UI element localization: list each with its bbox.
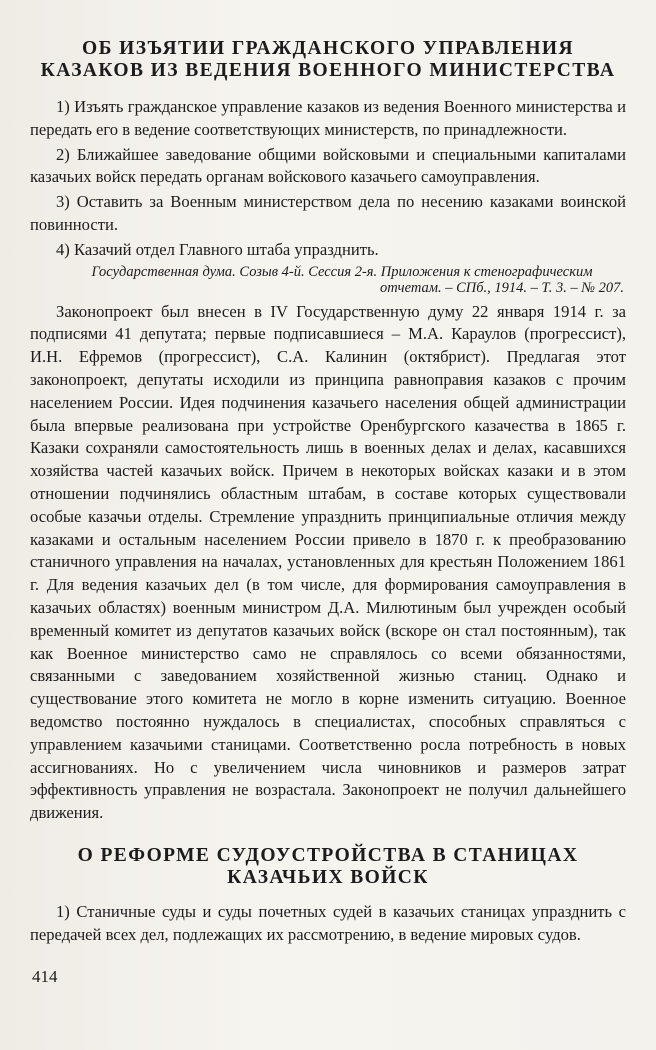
citation-line: отчетам. – СПб., 1914. – Т. 3. – № 207.: [379, 280, 624, 297]
title-line: КАЗАКОВ ИЗ ВЕДЕНИЯ ВОЕННОГО МИНИСТЕРСТВА: [40, 60, 616, 81]
list-item: 2) Ближайшее заведование общими войсковыми и специальными капиталами казачьих войск передать органам войскового казачьего самоуправления.: [30, 144, 626, 187]
list-item: 4) Казачий отдел Главного штаба упразднить.: [56, 239, 379, 259]
page-number: 414: [32, 967, 58, 986]
title-line: О РЕФОРМЕ СУДОУСТРОЙСТВА В СТАНИЦАХ: [77, 844, 579, 866]
title-line: КАЗАЧЬИХ ВОЙСК: [227, 866, 429, 888]
title-line: ОБ ИЗЪЯТИИ ГРАЖДАНСКОГО УПРАВЛЕНИЯ: [82, 38, 574, 59]
commentary-paragraph: Законопроект был внесен в IV Государственную думу 22 января 1914 г. за подписями 41 депутата; первые подписавшиеся – М.А. Караулов (прогрессист), И.Н. Ефремов (прогрессист), С.А. Калинин (октябрист). Предлагая этот законопроект, депутаты исходили из принципа равноправия казаков с прочим населением России. Идея подчинения казачьего населения общей администрации была впервые реализована при устройстве Оренбургского казачества в 1865 г. Казаки сохраняли самостоятельность лишь в военных делах и делах, касавшихся хозяйства частей казачьих войск. Причем в некоторых войсках казаки и в этом отношении подчинялись областным штабам, в составе которых существовали особые казачьи отделы. Стремление упразднить принципиальные отличия между казаками и остальным населением России привело в 1870 г. к преобразованию станичного управления на началах, установленных для крестьян Положением 1861 г. Для ведения казачьих дел (в том числе, для формирования самоуправления в казачьих областях) военным министром Д.А. Милютиным был учрежден особый временный комитет из депутатов казачьих войск (вскоре он стал постоянным), так как Военное министерство само не справлялось со всеми обязанностями, связанными с заведованием хозяйственной жизнью станиц. Однако и существование этого комитета не могло в корне изменить ситуацию. Военное ведомство постоянно нуждалось в специалистах, способных справляться с управлением казачьими станицами. Соответственно росла потребность в новых ассигнованиях. Но с увеличением числа чиновников и размеров затрат эффективность управления не возрастала. Законопроект не получил дальнейшего движения.: [30, 301, 626, 823]
source-citation: [30, 264, 626, 297]
section-title-civil-administration: [30, 38, 626, 82]
citation-line: Государственная дума. Созыв 4-й. Сессия 2-я. Приложения к стенографическим: [91, 263, 593, 280]
section-title-court-reform: [30, 845, 626, 889]
list-item: 3) Оставить за Военным министерством дела по несению казаками воинской повинности.: [30, 192, 626, 234]
list-item: 1) Изъять гражданское управление казаков из ведения Военного министерства и передать его в ведение соответствующих министерств, по принадлежности.: [30, 97, 626, 139]
list-item: 1) Станичные суды и суды почетных судей в казачьих станицах упразднить с передачей всех дел, подлежащих их рассмотрению, в ведение мировых судов.: [30, 901, 626, 944]
